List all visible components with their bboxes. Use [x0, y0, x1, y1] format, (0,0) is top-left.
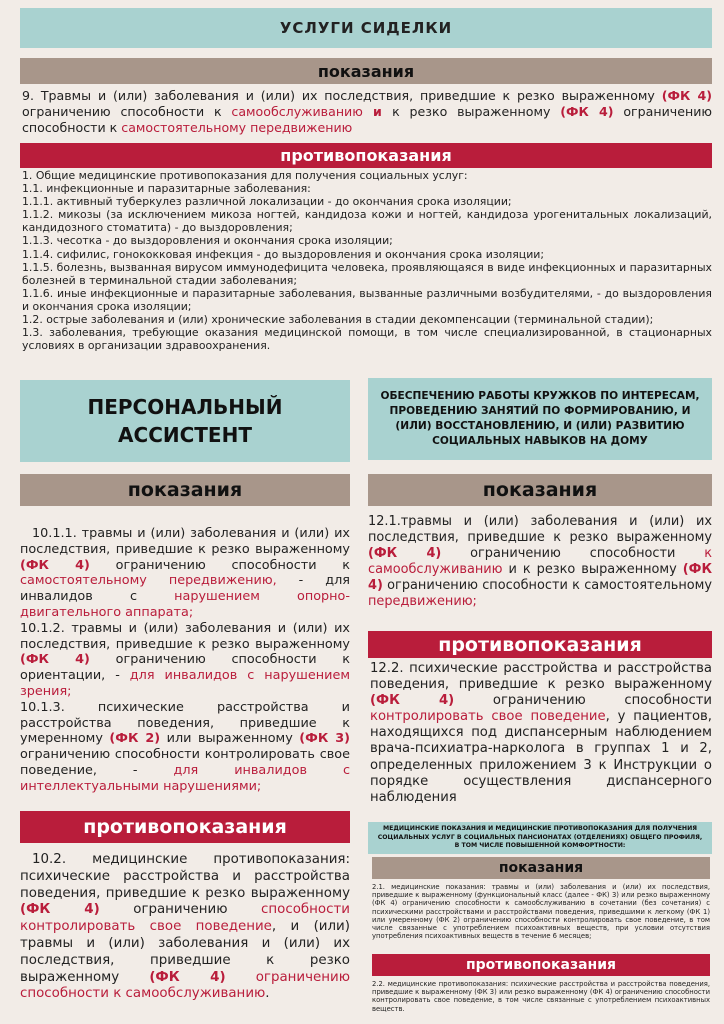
paragraph-10-1-3 — [20, 700, 350, 795]
list-item: 1.2. острые заболевания и (или) хронические заболевания в стадии декомпенсации (терминальной стадии); — [22, 313, 654, 327]
text: 2.2. медицинские противопоказания: психические расстройства и расстройства поведения, приведшие к выраженному (ФК 3) или резко выраженному (ФК 4) ограничению способности контролировать свое поведение, в том числе связанные с употреблением психоактивных веществ. — [372, 980, 710, 1013]
highlight: самообслуживанию — [231, 104, 363, 119]
contraindications-header-right — [368, 631, 712, 658]
text: ограничению способности к ориентации, - — [20, 652, 350, 684]
fk-label: (ФК 4) — [661, 88, 712, 103]
text: ограничению способности — [454, 693, 712, 709]
indications-header-bottom — [372, 857, 710, 879]
contraindications-header-label: противопоказания — [280, 146, 452, 165]
list-item: 1.1. инфекционные и паразитарные заболевания: — [22, 182, 311, 196]
indications-text-right — [368, 514, 712, 609]
and-text: и — [362, 104, 393, 119]
contraindications-header-label: противопоказания — [438, 633, 642, 656]
paragraph-10-1-2 — [20, 621, 350, 700]
text: ограничению способности — [441, 545, 705, 561]
text: ограничению способности к — [89, 557, 350, 573]
highlight: передвижению; — [368, 593, 477, 609]
circles-service-banner — [368, 378, 712, 460]
circles-service-title: ОБЕСПЕЧЕНИЮ РАБОТЫ КРУЖКОВ ПО ИНТЕРЕСАМ, ПРОВЕДЕНИЮ ЗАНЯТИЙ ПО ФОРМИРОВАНИЮ, И (ИЛИ) ВОССТАНОВЛЕНИЮ, И (ИЛИ) РАЗВИТИЮ СОЦИАЛЬНЫХ НАВЫКОВ НА ДОМУ — [380, 390, 700, 447]
text: 2.1. медицинские показания: травмы и (или) заболевания и (или) их последствия, приведшие к выраженному (функциональный класс (далее - ФК) 3) или резко выраженному (ФК 4) ограничению способности к самообслуживанию в сочетании (без сочетания) с психическими расстройствами и расстройствами поведения, приведшими к легкому (ФК 1) или умеренному (ФК 2) ограничению способности контролировать свое поведение, в том числе связанные с употреблением психоактивных веществ, при условии отсутствия употребления психоактивных веществ в течение 6 месяцев; — [372, 883, 710, 941]
contraindications-text-bottom — [372, 980, 710, 1013]
highlight: самостоятельному передвижению, — [20, 573, 277, 589]
text: 9. Травмы и (или) заболевания и (или) их последствия, приведшие к резко выраженному — [22, 88, 662, 103]
pensionate-title: МЕДИЦИНСКИЕ ПОКАЗАНИЯ И МЕДИЦИНСКИЕ ПРОТИВОПОКАЗАНИЯ ДЛЯ ПОЛУЧЕНИЯ СОЦИАЛЬНЫХ УСЛУГ В СОЦИАЛЬНЫХ ПАНСИОНАТАХ (ОТДЕЛЕНИЯХ) ОБЩЕГО ПРОФИЛЯ, В ТОМ ЧИСЛЕ ПОВЫШЕННОЙ КОМФОРТНОСТИ: — [377, 825, 703, 850]
highlight: самостоятельному передвижению — [121, 120, 353, 135]
fk-label: (ФК 4) — [20, 557, 90, 573]
text: 10.1.1. травмы и (или) заболевания и (или) их последствия, приведшие к резко выраженному — [20, 526, 350, 557]
pensionate-banner — [368, 822, 712, 854]
indications-text-bottom — [372, 883, 710, 951]
text: 12.1.травмы и (или) заболевания и (или) их последствия, приведшие к резко выраженному — [368, 514, 712, 545]
text: , и (или) травмы и (или) заболевания и (или) их последствия, приведшие к резко выраженному — [20, 919, 350, 985]
contraindications-header-label: противопоказания — [465, 957, 616, 973]
highlight: для инвалидов с нарушением зрения; — [20, 668, 350, 699]
fk-label: (ФК 3) — [299, 731, 350, 747]
list-item: 1.1.1. активный туберкулез различной локализации - до окончания срока изоляции; — [22, 195, 512, 209]
contraindications-header-label: противопоказания — [83, 816, 287, 838]
personal-assistant-banner — [20, 380, 350, 462]
text: или выраженному — [160, 731, 300, 747]
text: , у пациентов, находящихся под диспансерным наблюдением врача-психиатра-нарколога в группах 1 и 2, определенных приложением 3 к Инструкции о порядке осуществления диспансерного наблюдения — [370, 709, 712, 805]
list-item: 1.1.2. микозы (за исключением микоза ногтей, кандидоза кожи и ногтей, кандидоза урогенитальных локализаций, кандидозного стоматита) - до выздоровления; — [22, 208, 712, 235]
text: и к резко выраженному — [502, 561, 683, 577]
indications-text-left — [20, 526, 350, 795]
contraindications-list-top — [22, 169, 712, 352]
fk-label: (ФК 2) — [109, 731, 161, 747]
fk-label: (ФК 4) — [20, 902, 100, 918]
indications-header-label: показания — [317, 61, 415, 81]
fk-label: (ФК 4) — [149, 969, 226, 985]
list-item: 1. Общие медицинские противопоказания для получения социальных услуг: — [22, 169, 468, 182]
text: - для инвалидов с — [20, 573, 350, 605]
fk-label: (ФК 4) — [368, 561, 712, 593]
highlight: для инвалидов с интеллектуальными нарушениями; — [20, 762, 350, 794]
text: к резко выраженному — [392, 104, 561, 119]
contraindications-text-right — [370, 661, 712, 817]
paragraph-10-1-1 — [20, 526, 350, 621]
indications-text-top — [22, 88, 712, 136]
page-title: УСЛУГИ СИДЕЛКИ — [279, 19, 453, 37]
contraindications-header-top — [20, 143, 712, 168]
fk-label: (ФК 4) — [370, 693, 455, 709]
list-item: 1.1.6. иные инфекционные и паразитарные заболевания, вызванные различными возбудителями, - до выздоровления и окончания срока изоляции; — [22, 286, 712, 313]
fk-label: (ФК 4) — [560, 104, 614, 119]
text: ограничению — [99, 902, 262, 918]
highlight: контролировать свое поведение — [370, 709, 606, 725]
highlight: к самообслуживанию — [368, 545, 712, 577]
indications-header-left — [20, 474, 350, 506]
text: ограничению способности к — [22, 104, 713, 135]
contraindications-text-left — [20, 852, 350, 1003]
indications-header-right — [368, 474, 712, 506]
personal-assistant-title-line1: ПЕРСОНАЛЬНЫЙ — [87, 395, 283, 419]
text: . — [265, 986, 270, 1002]
indications-header-label: показания — [482, 479, 598, 501]
text: ограничению способности контролировать свое поведение, - — [20, 747, 350, 778]
fk-label: (ФК 4) — [368, 545, 442, 561]
indications-header-top — [20, 58, 712, 84]
highlight: способности контролировать свое поведение — [20, 902, 350, 935]
highlight: нарушением опорно-двигательного аппарата; — [20, 589, 350, 620]
contraindications-header-left — [20, 811, 350, 843]
list-item: 1.1.5. болезнь, вызванная вирусом иммунодефицита человека, проявляющаяся в виде инфекционных и паразитарных болезней в терминальной стадии заболевания; — [22, 260, 712, 287]
list-item: 1.1.3. чесотка - до выздоровления и окончания срока изоляции; — [22, 234, 393, 248]
text — [226, 970, 256, 985]
list-item: 1.3. заболевания, требующие оказания медицинской помощи, в том числе специализированной, в стационарных условиях в организации здравоохранения. — [22, 326, 712, 353]
text: 10.1.2. травмы и (или) заболевания и (или) их последствия, приведшие к резко выраженному — [20, 620, 350, 652]
text: 12.2. психические расстройства и расстройства поведения, приведшие к резко выраженному — [370, 661, 712, 693]
fk-label: (ФК 4) — [20, 652, 90, 668]
list-item: 1.1.4. сифилис, гонококковая инфекция - до выздоровления и окончания срока изоляции; — [22, 247, 545, 261]
indications-header-label: показания — [498, 860, 584, 876]
text: ограничению способности к самостоятельному — [382, 577, 712, 593]
highlight: ограничению способности к самообслуживанию — [20, 969, 350, 1002]
personal-assistant-title-line2: АССИСТЕНТ — [118, 423, 252, 447]
indications-header-label: показания — [127, 479, 243, 501]
text: 10.2. медицинские противопоказания: психические расстройства и расстройства поведения, приведшие к резко выраженному — [20, 852, 350, 901]
page-title-banner — [20, 8, 712, 48]
text: 10.1.3. психические расстройства и расстройства поведения, приведшие к умеренному — [20, 699, 350, 747]
text: ограничению способности к — [22, 104, 232, 119]
contraindications-header-bottom — [372, 954, 710, 976]
